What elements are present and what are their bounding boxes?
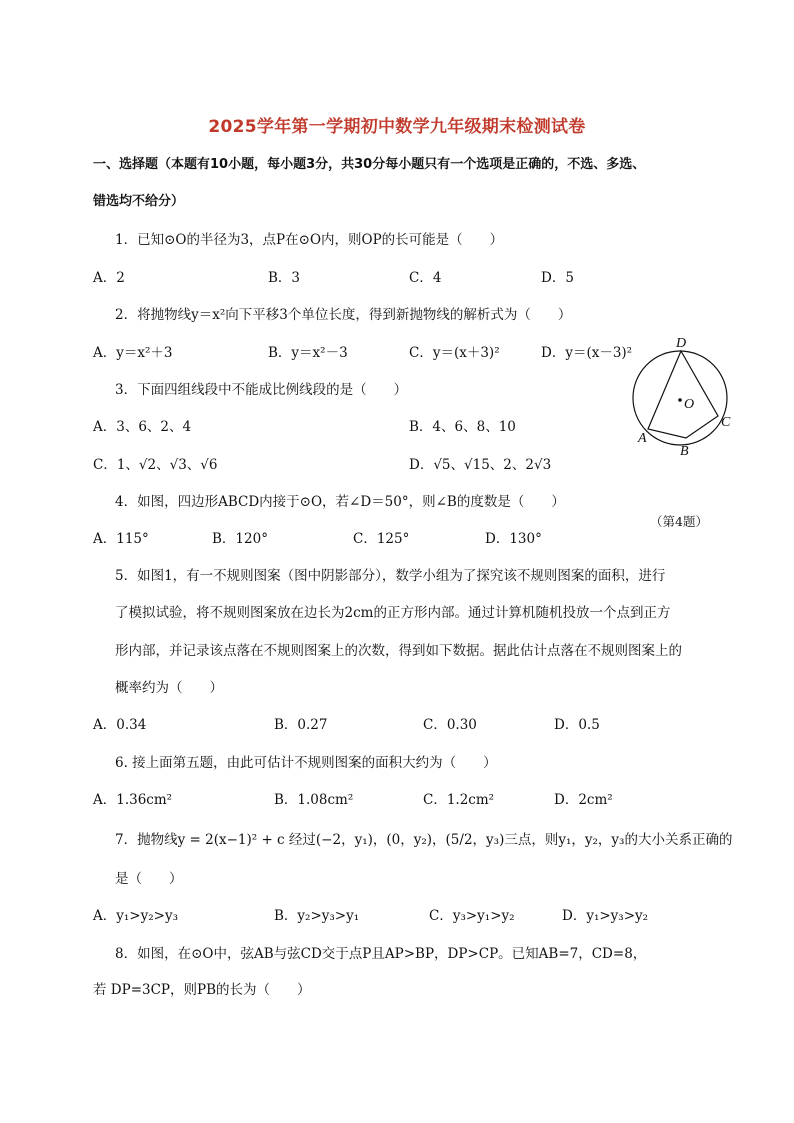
- q3-option-d: D．√5、√15、2、2√3: [409, 457, 552, 473]
- question-8-stem-line2: 若 DP=3CP，则PB的长为（ ）: [93, 982, 311, 998]
- label-b: B: [680, 444, 689, 459]
- q6-option-a: A．1.36cm²: [93, 792, 173, 808]
- q7-option-d: D．y₁>y₃>y₂: [562, 908, 649, 924]
- q6-option-c: C．1.2cm²: [423, 792, 495, 808]
- q7-option-a: A．y₁>y₂>y₃: [93, 908, 178, 924]
- q2-option-c: C．y＝(x＋3)²: [409, 345, 500, 361]
- q4-option-d: D．130°: [485, 531, 542, 547]
- label-c: C: [721, 415, 731, 430]
- section-heading-line1: 一、选择题（本题有10小题，每小题3分，共30分每小题只有一个选项是正确的，不选、多选、: [93, 157, 646, 172]
- q7-option-c: C．y₃>y₁>y₂: [429, 908, 515, 924]
- section-heading-line2: 错选均不给分）: [93, 194, 185, 209]
- question-7-stem-line2: 是（ ）: [115, 871, 183, 887]
- circle-o: [633, 351, 727, 445]
- label-a: A: [638, 431, 647, 446]
- q1-option-a: A．2: [93, 270, 125, 286]
- question-2-stem: 2．将抛物线y＝x²向下平移3个单位长度，得到新抛物线的解析式为（ ）: [115, 307, 572, 323]
- q3-option-a: A．3、6、2、4: [93, 419, 192, 435]
- figure-caption: （第4题）: [650, 514, 708, 529]
- question-5-stem-line2: 了模拟试验，将不规则图案放在边长为2cm的正方形内部。通过计算机随机投放一个点到正方: [115, 605, 671, 621]
- q5-option-d: D．0.5: [554, 717, 600, 733]
- question-6-stem: 6. 接上面第五题，由此可估计不规则图案的面积大约为（ ）: [115, 755, 497, 771]
- q1-option-b: B．3: [268, 270, 301, 286]
- q1-option-c: C．4: [409, 270, 442, 286]
- q3-option-c: C．1、√2、√3、√6: [93, 457, 218, 473]
- q4-option-a: A．115°: [93, 531, 149, 547]
- q7-option-b: B．y₂>y₃>y₁: [274, 908, 360, 924]
- q6-option-b: B．1.08cm²: [274, 792, 354, 808]
- question-4-stem: 4．如图，四边形ABCD内接于⊙O，若∠D＝50°，则∠B的度数是（ ）: [115, 494, 565, 510]
- q2-option-a: A．y＝x²＋3: [93, 345, 173, 361]
- question-8-stem-line1: 8．如图，在⊙O中，弦AB与弦CD交于点P且AP>BP，DP>CP。已知AB=7，CD=8，: [115, 946, 647, 962]
- q6-option-d: D．2cm²: [554, 792, 613, 808]
- q2-option-d: D．y＝(x－3)²: [541, 345, 633, 361]
- q1-option-d: D．5: [541, 270, 574, 286]
- center-point: [678, 398, 682, 402]
- q2-option-b: B．y＝x²－3: [268, 345, 348, 361]
- q4-option-c: C．125°: [353, 531, 410, 547]
- question-7-stem-line1: 7．抛物线y = 2(x−1)² + c 经过(−2，y₁)，(0，y₂)，(5/2，y₃)三点，则y₁，y₂，y₃的大小关系正确的: [115, 832, 733, 848]
- figure-q4: [628, 334, 740, 459]
- question-5-stem-line3: 形内部，并记录该点落在不规则图案上的次数，得到如下数据。据此估计点落在不规则图案上的: [115, 643, 682, 659]
- question-5-stem-line4: 概率约为（ ）: [115, 680, 223, 696]
- q5-option-b: B．0.27: [274, 717, 328, 733]
- label-o: O: [684, 397, 695, 412]
- question-3-stem: 3．下面四组线段中不能成比例线段的是（ ）: [115, 382, 408, 398]
- q5-option-c: C．0.30: [423, 717, 477, 733]
- label-d: D: [676, 336, 687, 351]
- question-1-stem: 1．已知⊙O的半径为3，点P在⊙O内，则OP的长可能是（ ）: [115, 232, 504, 248]
- q5-option-a: A．0.34: [93, 717, 147, 733]
- page-title: 2025学年第一学期初中数学九年级期末检测试卷: [208, 117, 586, 137]
- question-5-stem-line1: 5．如图1，有一不规则图案（图中阴影部分），数学小组为了探究该不规则图案的面积，进行: [115, 568, 666, 584]
- q3-option-b: B．4、6、8、10: [409, 419, 516, 435]
- quadrilateral-abcd: [648, 351, 718, 438]
- q4-option-b: B．120°: [212, 531, 268, 547]
